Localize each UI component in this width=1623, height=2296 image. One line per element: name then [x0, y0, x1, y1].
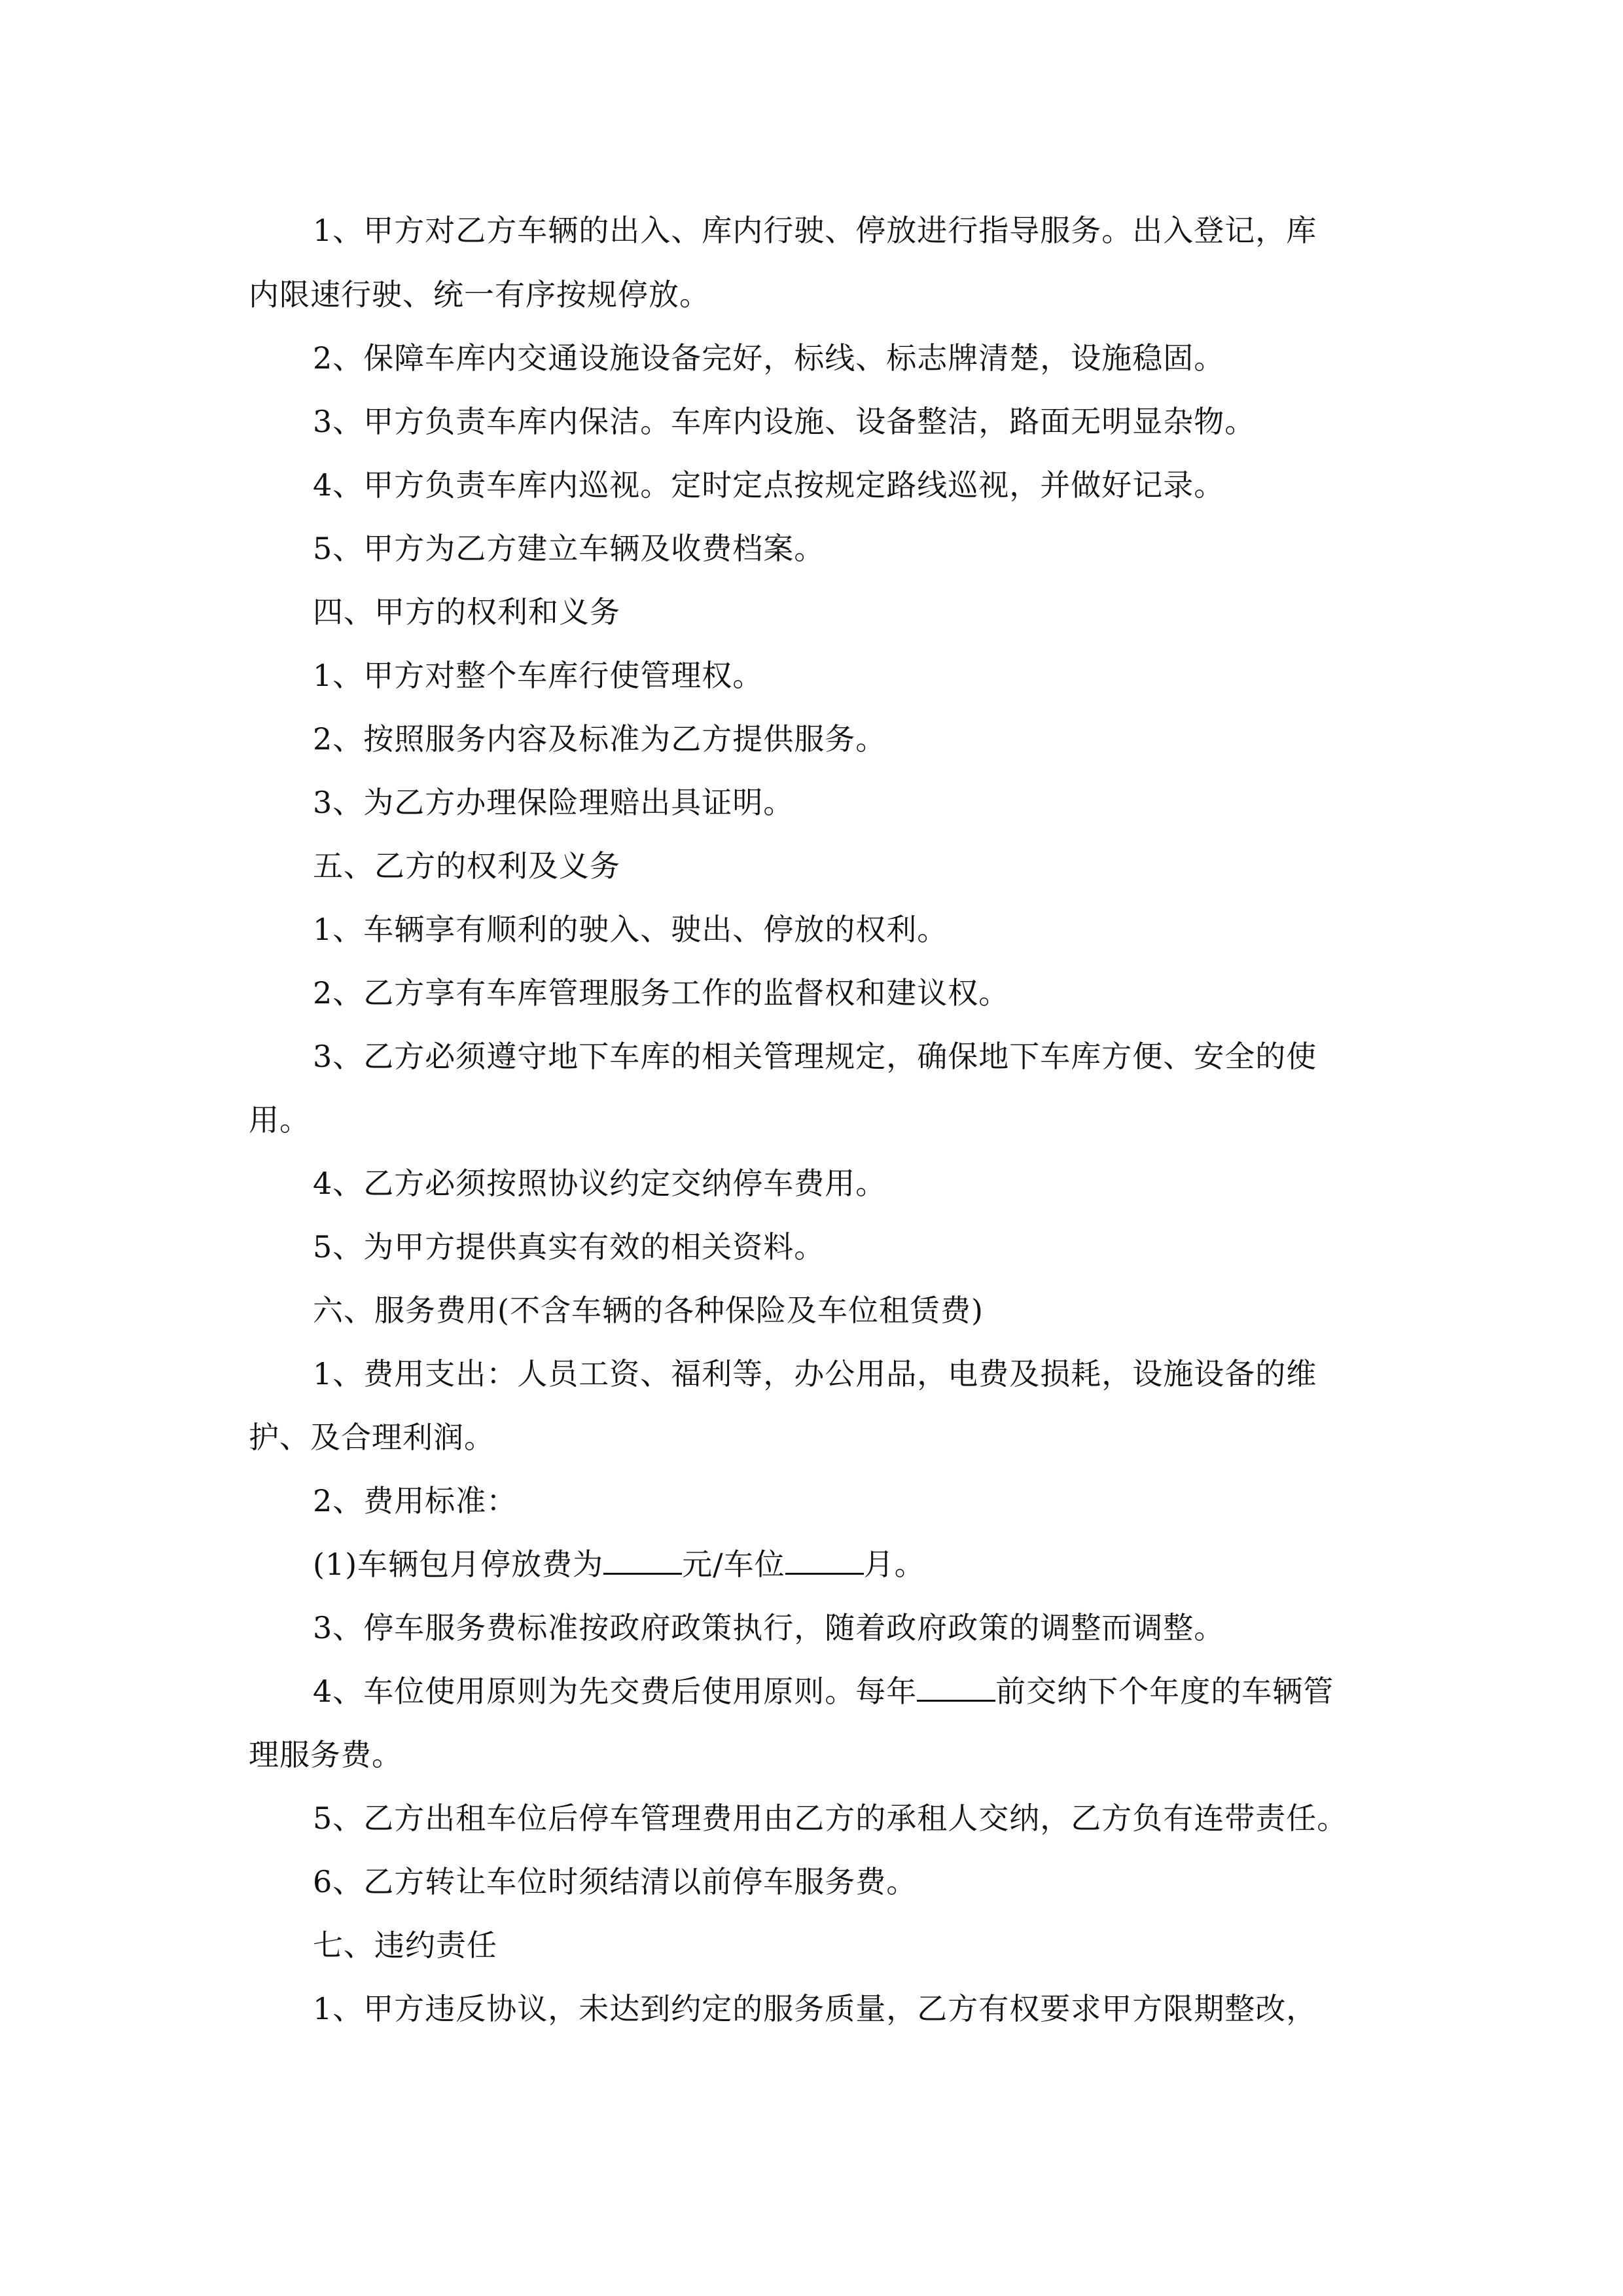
paragraph-line: 2、费用标准： — [313, 1483, 518, 1518]
fee-text-start: (1)车辆包月停放费为 — [313, 1547, 604, 1582]
paragraph-line: 3、为乙方办理保险理赔出具证明。 — [313, 785, 794, 820]
section-heading: 六、服务费用(不含车辆的各种保险及车位租赁费) — [313, 1293, 984, 1328]
paragraph-line: 1、费用支出：人员工资、福利等，办公用品，电费及损耗，设施设备的维 — [313, 1356, 1317, 1391]
paragraph-line: 3、乙方必须遵守地下车库的相关管理规定，确保地下车库方便、安全的使 — [313, 1039, 1317, 1074]
paragraph-line: 5、甲方为乙方建立车辆及收费档案。 — [313, 531, 825, 566]
blank-field[interactable] — [917, 1674, 995, 1702]
fee-text-end: 月。 — [863, 1547, 925, 1582]
blank-field[interactable] — [603, 1547, 682, 1575]
paragraph-line: 1、甲方对整个车库行使管理权。 — [313, 658, 764, 693]
text-start: 4、车位使用原则为先交费后使用原则。每年 — [313, 1674, 918, 1709]
paragraph-line: 2、按照服务内容及标准为乙方提供服务。 — [313, 721, 887, 757]
paragraph-line: 2、乙方享有车库管理服务工作的监督权和建议权。 — [313, 975, 1010, 1011]
paragraph-line: 内限速行驶、统一有序按规停放。 — [249, 277, 710, 312]
paragraph-line: 用。 — [249, 1102, 310, 1138]
section-heading: 七、违约责任 — [313, 1928, 497, 1963]
paragraph-line: 4、乙方必须按照协议约定交纳停车费用。 — [313, 1166, 887, 1201]
paragraph-line: 2、保障车库内交通设施设备完好，标线、标志牌清楚，设施稳固。 — [313, 340, 1225, 376]
fee-line — [313, 1545, 1393, 1584]
fee-text-middle: 元/车位 — [682, 1547, 785, 1582]
paragraph-line: 4、甲方负责车库内巡视。定时定点按规定路线巡视，并做好记录。 — [313, 467, 1225, 503]
text-end: 前交纳下个年度的车辆管 — [995, 1674, 1334, 1709]
paragraph-line — [313, 1672, 1393, 1711]
paragraph-line: 护、及合理利润。 — [249, 1420, 495, 1455]
paragraph-line: 6、乙方转让车位时须结清以前停车服务费。 — [313, 1864, 918, 1899]
paragraph-line: 3、停车服务费标准按政府政策执行，随着政府政策的调整而调整。 — [313, 1610, 1225, 1645]
paragraph-line: 5、乙方出租车位后停车管理费用由乙方的承租人交纳，乙方负有连带责任。 — [313, 1801, 1348, 1836]
blank-field[interactable] — [785, 1547, 864, 1575]
paragraph-line: 1、甲方对乙方车辆的出入、库内行驶、停放进行指导服务。出入登记，库 — [313, 213, 1317, 248]
section-heading: 五、乙方的权利及义务 — [313, 848, 620, 884]
paragraph-line: 1、车辆享有顺利的驶入、驶出、停放的权利。 — [313, 912, 948, 947]
paragraph-line: 理服务费。 — [249, 1737, 402, 1772]
paragraph-line: 5、为甲方提供真实有效的相关资料。 — [313, 1229, 825, 1265]
paragraph-line: 1、甲方违反协议，未达到约定的服务质量，乙方有权要求甲方限期整改， — [313, 1991, 1317, 2026]
section-heading: 四、甲方的权利和义务 — [313, 594, 620, 630]
paragraph-line: 3、甲方负责车库内保洁。车库内设施、设备整洁，路面无明显杂物。 — [313, 404, 1256, 439]
